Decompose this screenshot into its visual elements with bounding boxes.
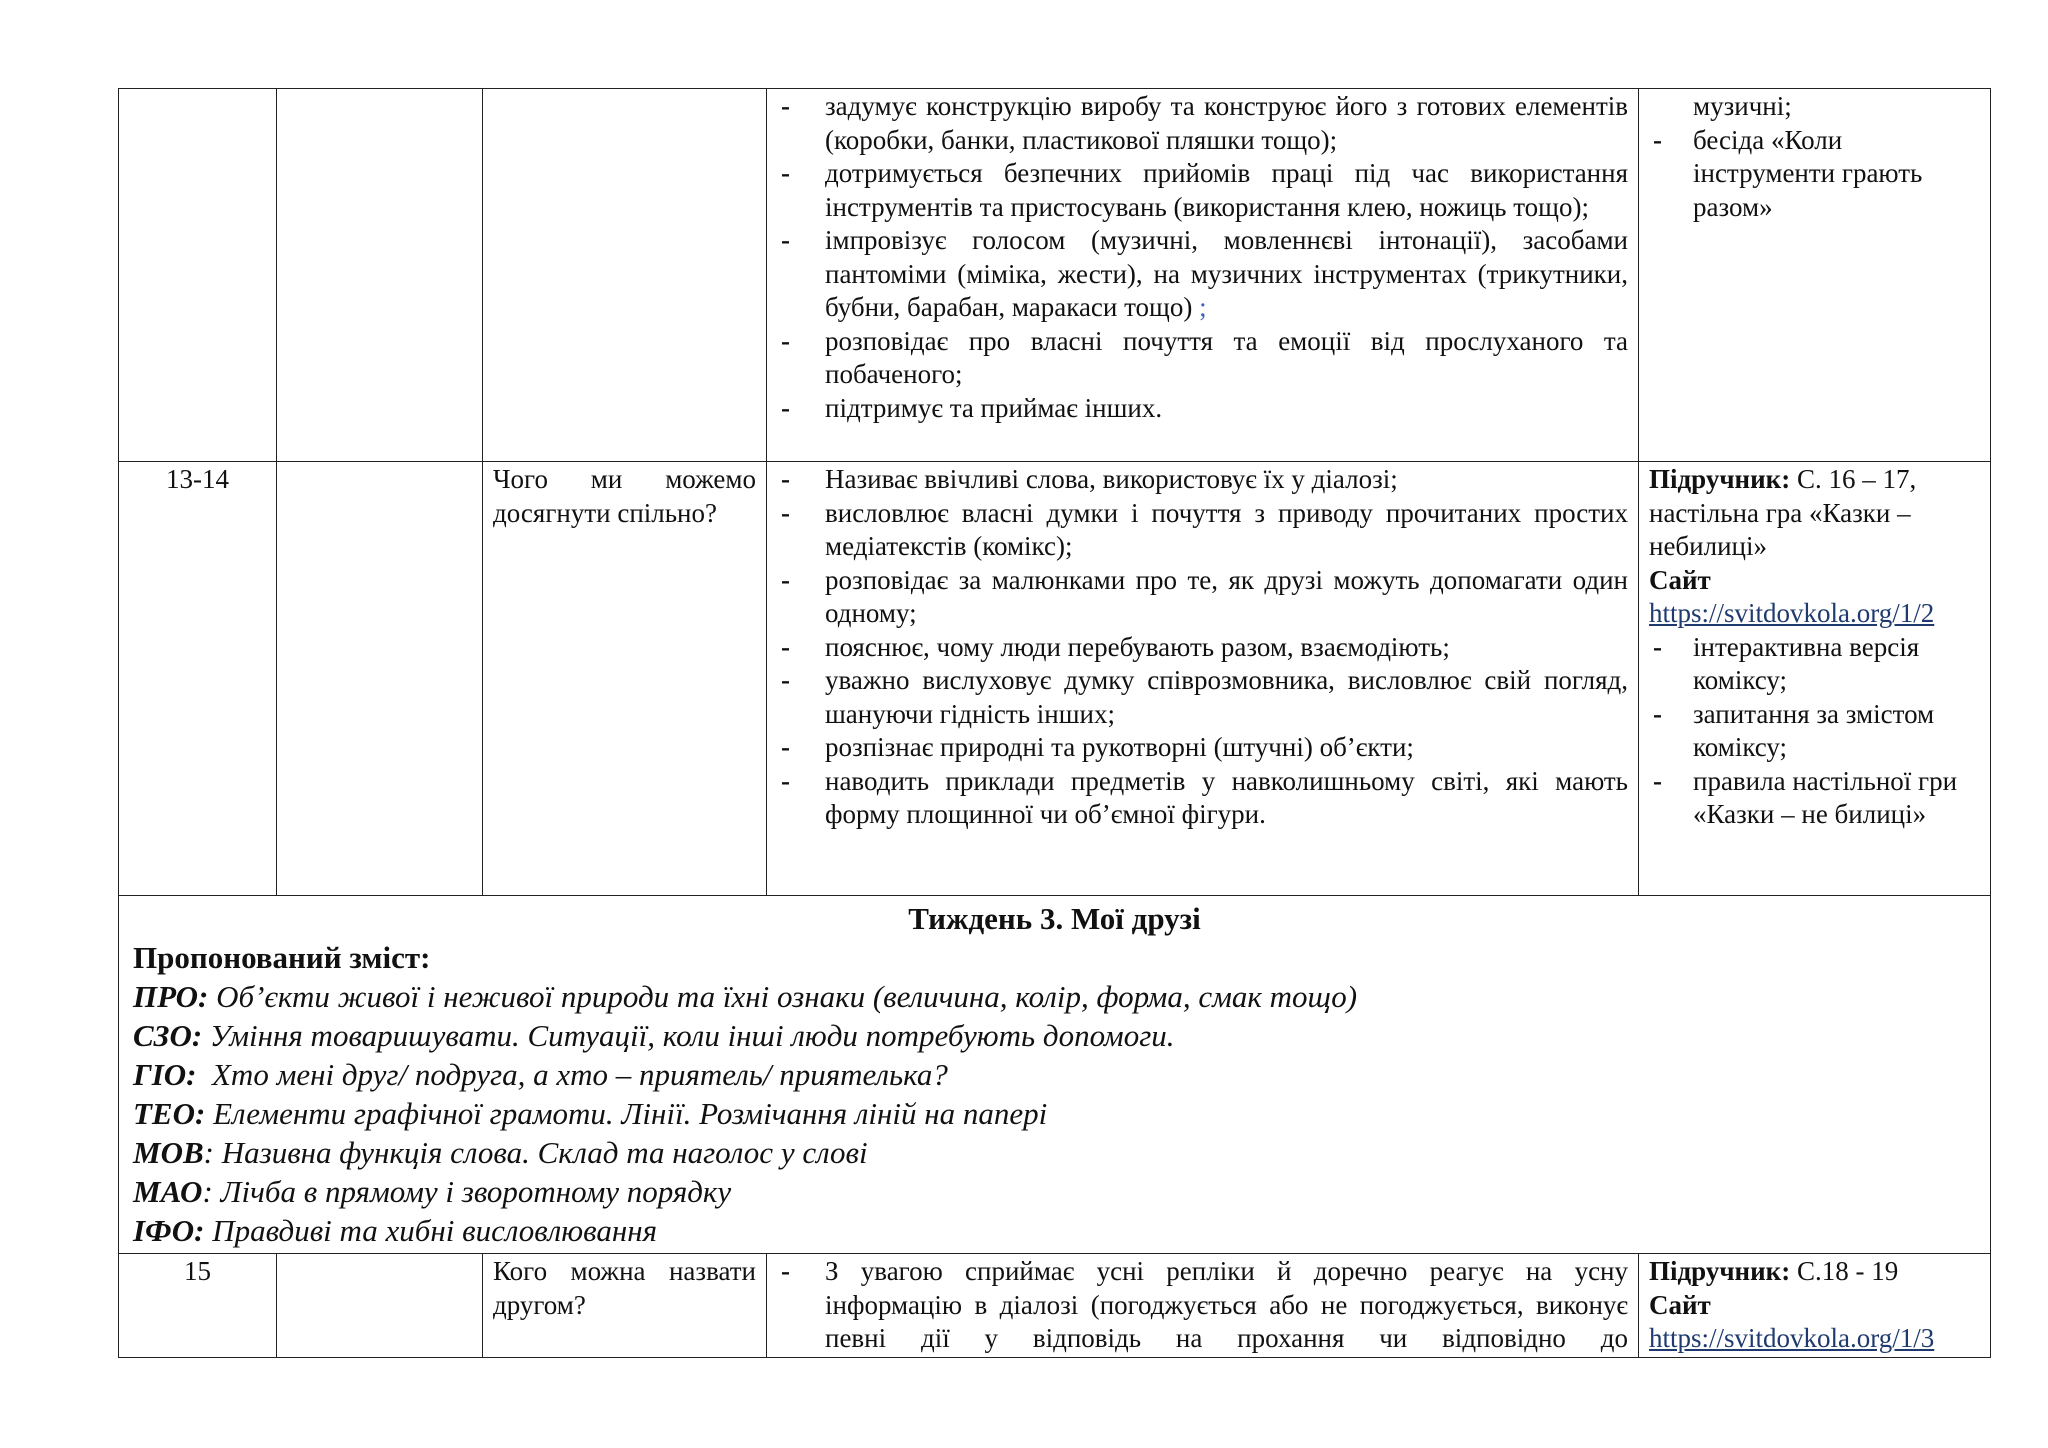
list-item [777,224,1628,325]
area-text: : Лічба в прямому і зворотному порядку [202,1174,732,1209]
site-label: Сайт [1649,564,1711,595]
area-text: : Називна функція слова. Склад та наголос у слові [203,1135,868,1170]
skill-text: імпровізує голосом (музичні, мовленнєві інтонації), засобами пантоміми (міміка, жести), на музичних інструментах (трикутники, бубни, барабан, маракаси тощо) [825,225,1628,322]
skills-cell [767,462,1639,896]
resources-cell [1639,89,1991,462]
list-item: - Називає ввічливі слова, використовує їх у діалозі; [777,463,1628,497]
textbook-label: Підручник: [1649,464,1791,494]
area-abbr: ПРО: [133,979,209,1014]
area-text: Об’єкти живої і неживої природи та їхні ознаки (величина, колір, форма, смак тощо) [208,979,1358,1014]
area-text: Уміння товаришувати. Ситуації, коли інші люди потребують допомоги. [202,1018,1175,1053]
list-item: - уважно вислуховує думку співрозмовника, висловлює свій погляд, шануючи гідність інших; [777,664,1628,731]
resources-cell [1639,1254,1991,1358]
list-item: - висловлює власні думки і почуття з приводу прочитаних простих медіатекстів (комікс); [777,497,1628,564]
week-title: Тиждень 3. Мої друзі [908,901,1201,936]
list-item: - задумує конструкцію виробу та конструює його з готових елементів (коробки, банки, пластикової пляшки тощо); [777,90,1628,157]
area-text: Елементи графічної грамоти. Лінії. Розмічання ліній на папері [205,1096,1048,1131]
topic-cell: Кого можна назвати другом? [483,1254,767,1358]
date-cell [277,89,483,462]
textbook-reference [1649,1255,1980,1289]
skills-list [777,1255,1628,1356]
content-area-mov [133,1133,1976,1172]
skills-list [777,90,1628,425]
list-item: - З увагою сприймає усні репліки й доречно реагує на усну інформацію в діалозі (погоджується або не погоджується, виконує певні дії у відповідь на прохання чи відповідно до [777,1255,1628,1356]
area-abbr: МОВ [133,1135,204,1170]
content-area-gio [133,1055,1976,1094]
date-cell [277,1254,483,1358]
list-item: - наводить приклади предметів у навколишньому світі, які мають форму площинної чи об’ємної фігури. [777,765,1628,832]
content-area-mao [133,1172,1976,1211]
list-item: - розповідає за малюнками про те, як друзі можуть допомагати один одному; [777,564,1628,631]
lesson-number-cell: 13-14 [119,462,277,896]
content-area-szo [133,1016,1976,1055]
proposed-content-heading: Пропонований зміст: [133,940,431,975]
textbook-text: С.18 - 19 [1790,1256,1899,1286]
topic-cell [483,89,767,462]
week-row [119,896,1991,1254]
skills-cell [767,89,1639,462]
site-link[interactable]: https://svitdovkola.org/1/3 [1649,1323,1935,1353]
resources-list [1649,631,1980,832]
area-text: Правдиві та хибні висловлювання [204,1213,657,1248]
list-item: - правила настільної гри «Казки – не билиці» [1649,765,1980,832]
site-label: Сайт [1649,1289,1711,1320]
lesson-number-cell: 15 [119,1254,277,1358]
resource-continuation: музичні; [1693,91,1792,121]
skills-cell [767,1254,1639,1358]
site-link[interactable]: https://svitdovkola.org/1/2 [1649,598,1935,628]
resources-cell [1639,462,1991,896]
lesson-plan-table [118,88,1991,1358]
list-item: - інтерактивна версія коміксу; [1649,631,1980,698]
area-text: Хто мені друг/ подруга, а хто – приятель/ приятелька? [196,1057,948,1092]
content-area-pro [133,977,1976,1016]
area-abbr: ГІО: [133,1057,197,1092]
area-abbr: ІФО: [133,1213,205,1248]
textbook-text: С. 16 – 17, настільна гра «Казки – небилиці» [1649,464,1917,561]
area-abbr: МАО [133,1174,203,1209]
area-abbr: СЗО: [133,1018,203,1053]
area-abbr: ТЕО: [133,1096,206,1131]
content-area-ifo [133,1211,1976,1250]
content-area-teo [133,1094,1976,1133]
table-row [119,1254,1991,1358]
topic-cell: Чого ми можемо досягнути спільно? [483,462,767,896]
date-cell [277,462,483,896]
list-item: - дотримується безпечних прийомів праці під час використання інструментів та пристосувань (використання клею, ножиць тощо); [777,157,1628,224]
list-item: - розпізнає природні та рукотворні (штучні) об’єкти; [777,731,1628,765]
textbook-label: Підручник: [1649,1256,1791,1286]
skills-list [777,463,1628,832]
table-row [119,89,1991,462]
table-row [119,462,1991,896]
list-item: - підтримує та приймає інших. [777,392,1628,426]
list-item: - запитання за змістом коміксу; [1649,698,1980,765]
list-item: - пояснює, чому люди перебувають разом, взаємодіють; [777,631,1628,665]
skill-tail: ; [1199,292,1207,322]
lesson-number-cell [119,89,277,462]
textbook-reference [1649,463,1980,564]
list-item: - бесіда «Коли інструменти грають разом» [1649,124,1980,225]
list-item: - розповідає про власні почуття та емоції від прослуханого та побаченого; [777,325,1628,392]
resources-list [1649,124,1980,225]
week-cell [119,896,1991,1254]
